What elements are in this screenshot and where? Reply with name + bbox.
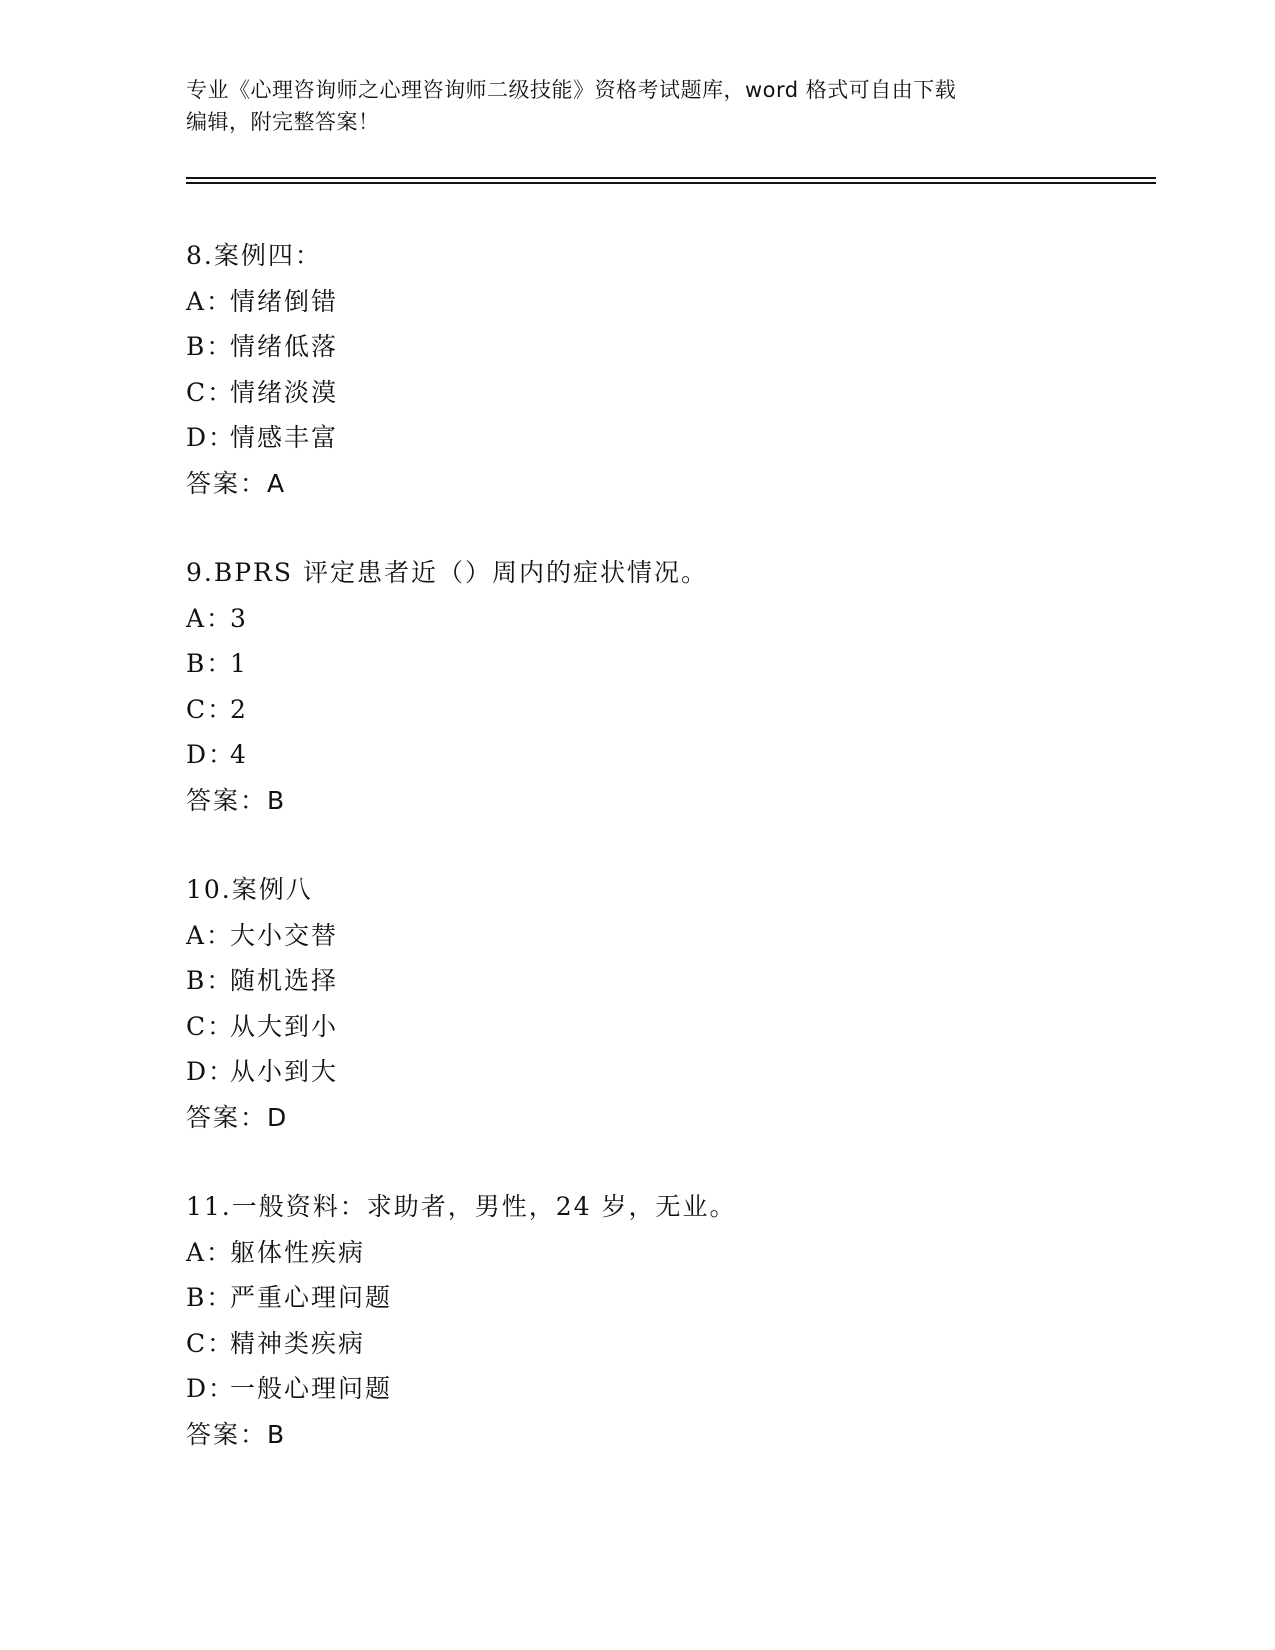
option-key: D： [186,1374,236,1403]
option-a [186,913,1146,959]
header-line-2: 编辑，附完整答案！ [186,110,380,134]
option-b [186,641,1146,687]
option-text: 精神类疾病 [230,1328,366,1358]
option-key: C： [186,1328,235,1358]
option-text: 躯体性疾病 [230,1237,366,1267]
answer-line: 答案：A [186,468,287,498]
option-key: B： [186,966,234,995]
option-b [186,324,1146,370]
option-text: 1 [230,649,248,678]
option-key: D： [186,423,236,452]
option-text: 情绪淡漠 [230,377,339,407]
question-stem: 8.案例四： [186,241,322,270]
option-c [186,1004,1146,1050]
header-divider-top [186,177,1156,179]
option-key: D： [186,740,236,769]
option-text: 情绪倒错 [230,286,339,316]
option-key: A： [186,1237,234,1267]
question-11 [186,1184,1146,1457]
answer-line: 答案：B [186,1419,287,1449]
option-d [186,732,1146,778]
option-a [186,596,1146,642]
option-key: A： [186,286,234,316]
option-c [186,687,1146,733]
option-key: A： [186,920,234,950]
option-d [186,1049,1146,1095]
question-8 [186,233,1146,506]
option-c [186,1321,1146,1367]
option-key: C： [186,377,235,407]
option-text: 严重心理问题 [230,1283,393,1312]
option-d [186,1366,1146,1412]
option-text: 情绪低落 [230,332,339,361]
option-key: C： [186,694,235,724]
option-key: B： [186,1283,234,1312]
option-text: 从小到大 [230,1057,339,1086]
question-9 [186,550,1146,823]
header-line-1: 专业《心理咨询师之心理咨询师二级技能》资格考试题库，word 格式可自由下载 [186,78,957,102]
option-key: D： [186,1057,236,1086]
option-text: 2 [230,694,248,724]
option-text: 大小交替 [230,920,339,950]
option-text: 从大到小 [230,1011,339,1041]
option-a [186,279,1146,325]
option-text: 3 [230,603,248,633]
option-d [186,415,1146,461]
document-header [186,74,1086,138]
answer-line: 答案：B [186,785,287,815]
question-stem: 11.一般资料：求助者，男性，24 岁，无业。 [186,1192,737,1221]
option-b [186,1275,1146,1321]
question-stem: 10.案例八 [186,875,313,904]
option-key: A： [186,603,234,633]
option-text: 4 [230,740,248,769]
question-stem: 9.BPRS 评定患者近（）周内的症状情况。 [186,558,708,587]
question-list [186,233,1146,1501]
option-c [186,370,1146,416]
option-a [186,1230,1146,1276]
option-key: C： [186,1011,235,1041]
option-key: B： [186,332,234,361]
option-text: 随机选择 [230,966,339,995]
header-divider-bottom [186,182,1156,184]
question-10 [186,867,1146,1140]
option-b [186,958,1146,1004]
option-key: B： [186,649,234,678]
option-text: 情感丰富 [230,423,339,452]
answer-line: 答案：D [186,1102,289,1132]
option-text: 一般心理问题 [230,1374,393,1403]
